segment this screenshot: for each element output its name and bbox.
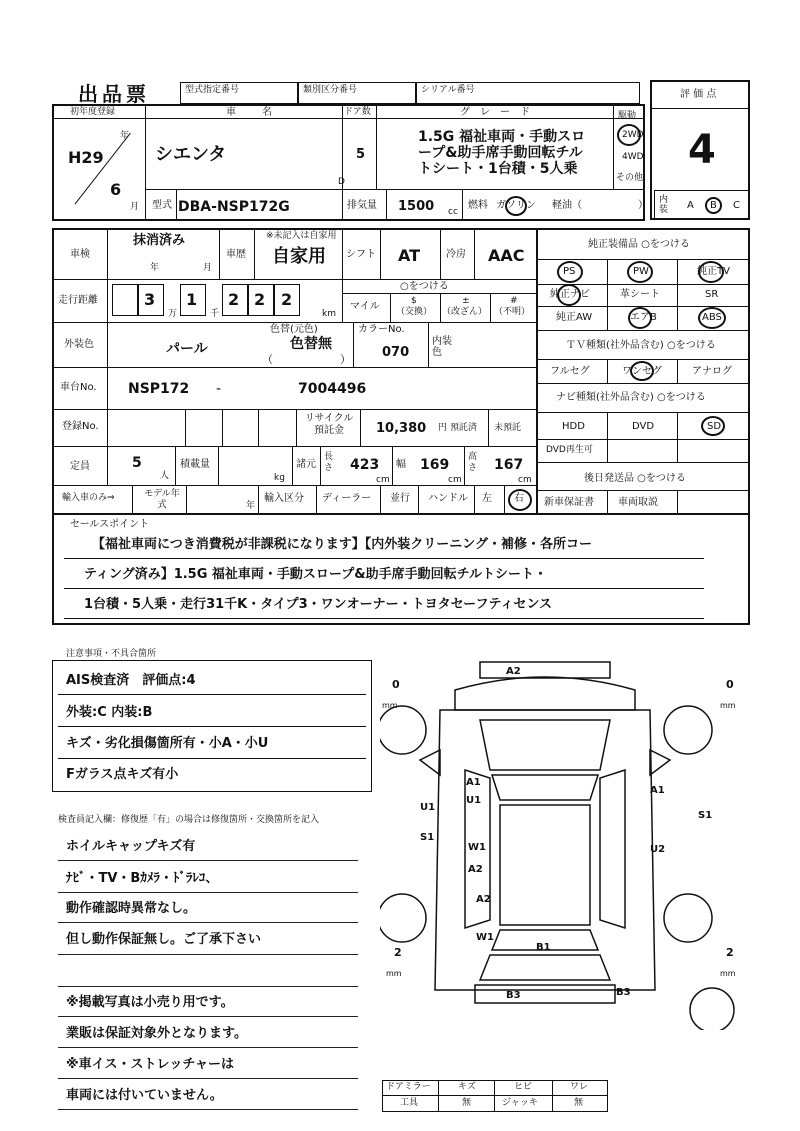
equip-airbag: エアB — [630, 312, 657, 323]
capacity-value: 5 — [132, 455, 142, 471]
equip-pw-circle — [627, 261, 653, 283]
import-class-label: 輸入区分 — [264, 493, 304, 504]
tv-oneseg: ワンセグ — [622, 366, 662, 377]
tire-fl-depth: 0 — [392, 678, 400, 691]
unknown-option: （不明） — [494, 307, 531, 317]
int-color-label: 内装色 — [432, 336, 452, 358]
serial-cell — [416, 82, 640, 104]
recycle-unit: 円 — [438, 423, 448, 433]
equip-abs-circle — [698, 307, 726, 329]
tools-none: 無 — [462, 1098, 472, 1108]
length-value: 423 — [350, 457, 380, 473]
ac-value: AAC — [488, 246, 525, 265]
chassis-dash: - — [216, 381, 222, 397]
color-value: パール — [166, 341, 208, 357]
handle-label: ハンドル — [428, 493, 468, 504]
history-label: 車歴 — [226, 249, 246, 260]
inspector-line: ﾅﾋﾞ・TV・Bｶﾒﾗ・ﾄﾞﾗﾚｺ、 — [66, 871, 219, 886]
damage-label: A1 — [650, 785, 665, 796]
damage-label: B1 — [536, 942, 551, 953]
width-label: 幅 — [396, 459, 406, 470]
later-warranty: 新車保証書 — [544, 497, 594, 508]
interior-c: C — [733, 200, 740, 211]
damage-label: A2 — [506, 666, 521, 677]
shift-value: AT — [398, 246, 421, 265]
interior-label: 内装 — [659, 195, 669, 215]
tools-value: 工具 — [400, 1098, 419, 1108]
tamper-sym: ± — [462, 296, 470, 306]
equip-aw: 純正AW — [556, 312, 593, 323]
grade-label: グ レ ー ド — [460, 107, 530, 118]
damage-label: U2 — [650, 844, 666, 855]
dvd-playback: DVD再生可 — [546, 445, 593, 455]
tire-rl-depth: 2 — [394, 946, 402, 959]
note-line: キズ・劣化損傷箇所有・小A・小U — [66, 736, 269, 751]
handle-right-circle — [508, 489, 532, 511]
model-value: DBA-NSP172G — [178, 199, 290, 215]
car-name: シエンタ — [155, 144, 227, 165]
scratch-header: キズ — [458, 1082, 476, 1092]
sales-line2: ティング済み】1.5G 福祉車両・手動スロープ&助手席手動回転チルトシート・ — [84, 567, 547, 582]
history-value: 自家用 — [272, 246, 326, 267]
drive-other: その他 — [616, 173, 644, 183]
import-label: 輸入車のみ⇒ — [62, 493, 115, 503]
mm-unit: mm — [382, 701, 398, 710]
equip-tv-circle — [698, 261, 724, 283]
equip-leather: 革シート — [620, 289, 660, 300]
displacement-value: 1500 — [398, 199, 435, 214]
first-reg-era: H29 — [68, 148, 104, 167]
serial-label: シリアル番号 — [421, 85, 475, 95]
handle-left: 左 — [482, 493, 492, 504]
damage-label: S1 — [420, 832, 435, 843]
navi-title: ナビ種類(社外品含む) ○をつける — [556, 392, 706, 403]
shaken-value: 抹消済み — [133, 233, 186, 248]
score-label: 評 価 点 — [680, 89, 717, 100]
score-value: 4 — [688, 127, 716, 173]
notes-label: 注意事項・不具合箇所 — [66, 649, 157, 659]
mileage-digit: 3 — [144, 290, 156, 309]
damage-label: A1 — [466, 777, 481, 788]
mirror-header: ドアミラー — [386, 1082, 431, 1092]
drive-2wd: 2WD — [622, 130, 644, 140]
sales-label: セールスポイント — [70, 519, 150, 530]
shift-label: シフト — [346, 249, 376, 260]
later-manual: 車両取説 — [618, 497, 658, 508]
mile-option: マイル — [350, 301, 380, 312]
handle-right: 右 — [514, 493, 524, 504]
navi-hdd: HDD — [562, 421, 585, 432]
damage-label: A2 — [468, 864, 483, 875]
model-year-nen: 年 — [246, 501, 256, 511]
sales-line3: 1台積・5人乗・走行31千K・タイプ3・ワンオーナー・トヨタセーフティセンス — [84, 597, 553, 612]
car-damage-diagram — [380, 650, 750, 1030]
doors-value: 5 — [356, 147, 366, 162]
equip-navi: 純正ナビ — [550, 289, 590, 300]
equip-navi-circle — [557, 284, 581, 306]
damage-label: U1 — [420, 802, 436, 813]
equip-tv: 純正TV — [697, 266, 730, 277]
exchange-sym: $ — [411, 296, 417, 306]
man-unit: 万 — [168, 309, 178, 319]
kg-unit: kg — [274, 473, 285, 483]
shaken-year: 年 — [150, 263, 160, 273]
jack-value: ジャッキ — [502, 1098, 538, 1108]
drive-label: 駆動 — [618, 111, 637, 121]
drive-4wd: 4WD — [622, 152, 644, 162]
grade-line2: ープ&助手席手動回転チル — [418, 145, 583, 161]
interior-b: B — [710, 200, 717, 211]
damage-label: B3 — [616, 987, 631, 998]
interior-grade-cell — [654, 190, 750, 220]
recycle-not: 未預託 — [494, 423, 522, 433]
note-line: 外装:C 内装:B — [66, 705, 153, 720]
mileage-digit: 2 — [254, 290, 266, 309]
shaken-label: 車検 — [70, 249, 90, 260]
car-name-label: 車 名 — [226, 107, 274, 118]
inspector-line: ※掲載写真は小売り用です。 — [66, 995, 234, 1010]
unknown-sym: # — [510, 296, 518, 306]
jack-none: 無 — [574, 1098, 584, 1108]
equip-airbag-circle — [628, 307, 652, 329]
interior-a: A — [687, 200, 694, 211]
fuel-diesel: 軽油（ — [552, 200, 582, 211]
tv-title: ＴＶ種類(社外品含む) ○をつける — [566, 340, 716, 351]
recycle-label: リサイクル預託金 — [304, 413, 354, 436]
grade-line1: 1.5G 福祉車両・手動スロ — [418, 129, 586, 145]
model-code-cell — [180, 82, 298, 104]
equip-pw: PW — [633, 266, 649, 277]
ac-label: 冷房 — [446, 249, 466, 260]
shaken-month: 月 — [203, 263, 213, 273]
doors-label: ドア数 — [344, 107, 371, 117]
length-label: 長さ — [324, 452, 334, 473]
model-code-label: 型式指定番号 — [185, 85, 240, 95]
cm-unit: cm — [448, 475, 462, 485]
mm-unit: mm — [386, 969, 402, 978]
break-header: ワレ — [570, 1082, 589, 1092]
parallel-option: 並行 — [390, 493, 410, 504]
tv-analog: アナログ — [692, 366, 732, 377]
tire-fr-depth: 0 — [726, 678, 734, 691]
cm-unit: cm — [376, 475, 390, 485]
damage-label: S1 — [698, 810, 713, 821]
class-code-label: 類別区分番号 — [303, 85, 358, 95]
sales-line1: 【福祉車両につき消費税が非課税になります】【内外装クリーニング・補修・各所コー — [92, 537, 592, 552]
damage-label: B3 — [506, 990, 521, 1001]
height-label: 高さ — [468, 452, 478, 473]
model-label: 型式 — [152, 200, 172, 211]
inspector-line: ホイルキャップキズ有 — [66, 839, 196, 854]
first-reg-month: 6 — [110, 180, 122, 199]
drive-2wd-circle — [617, 124, 641, 146]
height-value: 167 — [494, 457, 524, 473]
fuel-label: 燃料 — [468, 200, 488, 211]
inspector-label: 検査員記入欄：修復歴「有」の場合は修復箇所・交換箇所を記入 — [58, 815, 320, 825]
damage-label: U1 — [466, 795, 482, 806]
equipment-title: 純正装備品 ○をつける — [588, 239, 690, 250]
tamper-option: （改ざん） — [442, 307, 488, 317]
later-title: 後日発送品 ○をつける — [584, 473, 686, 484]
note-line: Fガラス点キズ有小 — [66, 767, 179, 782]
equip-sr: SR — [705, 289, 719, 300]
doors-suffix: D — [338, 177, 345, 187]
month-kanji: 月 — [130, 202, 140, 212]
dealer-option: ディーラー — [322, 493, 372, 504]
tv-fullseg: フルセグ — [550, 366, 590, 377]
class-code-cell — [298, 82, 416, 104]
crack-header: ヒビ — [514, 1082, 533, 1092]
km-unit: km — [322, 309, 336, 319]
paren-open: （ — [262, 353, 273, 366]
cc-unit: cc — [448, 207, 458, 217]
dims-label: 諸元 — [296, 459, 316, 470]
width-value: 169 — [420, 457, 450, 473]
fuel-paren: ） — [638, 200, 648, 211]
capacity-label: 定員 — [70, 461, 90, 472]
year-kanji: 年 — [120, 131, 130, 141]
navi-sd: SD — [707, 421, 722, 432]
recycle-value: 10,380 — [376, 421, 427, 436]
inspector-line: 車両には付いていません。 — [66, 1088, 223, 1103]
first-reg-label: 初年度登録 — [70, 107, 116, 117]
mileage-digit: 2 — [228, 290, 240, 309]
damage-label: W1 — [476, 932, 494, 943]
history-note: ※未記入は自家用 — [266, 231, 337, 241]
recycle-done: 預託済 — [450, 423, 478, 433]
sen-unit: 千 — [210, 309, 220, 319]
color-change-value: 色替無 — [290, 336, 332, 352]
color-no-label: カラーNo. — [358, 324, 405, 335]
color-change-label: 色替(元色) — [270, 324, 318, 335]
mileage-digit: 2 — [281, 290, 293, 309]
chassis-number: 7004496 — [298, 381, 367, 397]
displacement-label: 排気量 — [347, 200, 377, 211]
inspector-line: ※車イス・ストレッチャーは — [66, 1057, 234, 1072]
interior-b-circle — [705, 197, 722, 214]
color-no-value: 070 — [382, 345, 410, 360]
capacity-unit: 人 — [160, 471, 170, 481]
mileage-digit: 1 — [186, 290, 198, 309]
navi-sd-circle — [701, 416, 725, 436]
equip-abs: ABS — [702, 312, 722, 323]
fuel-gasoline: ガソリン — [496, 200, 536, 211]
mm-unit: mm — [720, 969, 736, 978]
load-label: 積載量 — [180, 459, 210, 470]
damage-label: W1 — [468, 842, 486, 853]
note-line: AIS検査済 評価点:4 — [66, 673, 196, 688]
grade-line3: トシート・1台積・5人乗 — [418, 161, 578, 177]
fuel-gasoline-circle — [505, 196, 527, 216]
inspector-line: 業販は保証対象外となります。 — [66, 1026, 247, 1041]
cm-unit: cm — [518, 475, 532, 485]
reg-no-label: 登録No. — [62, 421, 99, 432]
inspector-line: 動作確認時異常なし。 — [66, 901, 197, 916]
tire-rr-depth: 2 — [726, 946, 734, 959]
paren-close: ） — [340, 353, 351, 366]
chassis-label: 車台No. — [60, 382, 97, 393]
navi-dvd: DVD — [632, 421, 655, 432]
chassis-prefix: NSP172 — [128, 381, 190, 397]
tv-oneseg-circle — [630, 361, 654, 381]
mileage-label: 走行距離 — [58, 295, 98, 306]
mm-unit: mm — [720, 701, 736, 710]
equip-ps: PS — [563, 266, 576, 277]
equip-ps-circle — [557, 261, 583, 283]
damage-label: A2 — [476, 894, 491, 905]
inspector-line: 但し動作保証無し。ご了承下さい — [66, 932, 262, 947]
model-year-label: モデル年式 — [144, 489, 180, 510]
mark-label: ○をつける — [400, 281, 449, 292]
color-label: 外装色 — [64, 339, 94, 350]
form-title: 出品票 — [78, 82, 150, 106]
exchange-option: （交換） — [396, 307, 433, 317]
